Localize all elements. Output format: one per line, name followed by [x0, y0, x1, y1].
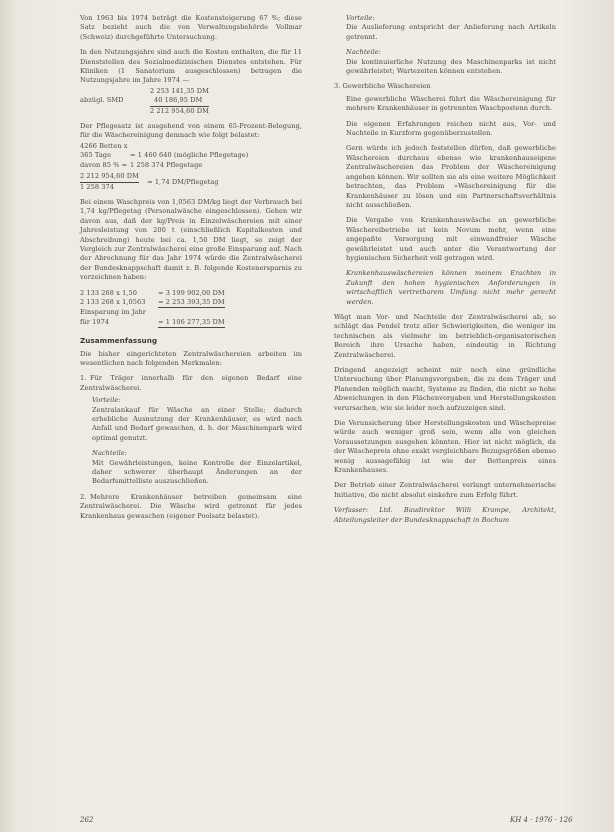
- advantages-text: Die Auslieferung entspricht der Anlieferung nach Artikeln getrennt.: [346, 23, 556, 41]
- paragraph: Die eigenen Erfahrungen reichen nicht aus, Vor- und Nachteile in Kurzform gegenüberzustellen.: [346, 119, 556, 138]
- calc-expr: Einsparung im Jahr: [80, 308, 146, 317]
- journal-reference: KH 4 · 1976 · 126: [510, 816, 573, 824]
- paragraph: Der Betrieb einer Zentralwäscherei verlangt unternehmerische Initiative, die nicht absolut einkehre zum Erfolg führt.: [334, 481, 556, 499]
- paragraph: Die Vergabe von Krankenhauswäsche an gewerbliche Wäschereibetriebe ist kein Novum mehr, wenn eine angepaßte Versorgung mit einwandfreier Wäsche gewährleistet und auch unter die Verantwortung der hygienischen Sicherheit voll getragen wird.: [346, 216, 556, 262]
- paragraph: Die bisher eingerichteten Zentralwäschereien arbeiten im wesentlichen nach folgenden Merkmalen:: [80, 349, 302, 367]
- paragraph: Eine gewerbliche Wäscherei führt die Wäschereinigung für mehrere Krankenhäuser in getrennten Waschpostenn durch.: [346, 94, 556, 113]
- calc-savings: = 1 106 277,35 DM: [158, 318, 225, 328]
- disadvantages-text: Die kontinuierliche Nutzung des Maschinenparks ist nicht gewährleistet; Wartezeiten können entstehen.: [346, 57, 556, 76]
- advantages-label: Vorteile:: [346, 14, 375, 22]
- paragraph: Bei einem Waschpreis von 1,0563 DM/kg liegt der Verbrauch bei 1,74 kg/Pflegetag (Personalwäsche eingeschlossen). Gehen wir davon aus, daß der kg/Preis in Einzelwäschereien mit einer Jahresleistung von 200 t (einschließlich Kapitalkosten und Abschreibung) heute bei ca. 1,50 DM liegt, so zeigt der Vergleich zur Zentralwäscherei eine große Einsparung auf. Nach der Abrechnung für das Jahr 1974 würde die Zentralwäscherei der Bundesknappschaft damit z. B. folgende Kostenersparnis zu verzeichnen haben:: [80, 197, 302, 282]
- calc-expr: für 1974: [80, 317, 110, 326]
- cost-calculation: [80, 87, 302, 116]
- list-item: 3. Gewerbliche Wäschereien: [334, 82, 431, 91]
- left-column: Von 1963 bis 1974 beträgt die Kostensteigerung 67 %; diese Satz bezieht auch die von Verwaltungsbehörde Vollmar (Schweiz) durchgeführte Untersuchung. In den Nutzungsjahre sind auch die Kosten enthalten, die für 11 Dienststellen des Sozialmedizinischen Dienstes entstehen. Für Kliniken (1 Sanatorium ausgeschlossen) betragen die Nutzungsjahre im Jahre 1974 — 2 253 141,35 DM abzügl. SMD 40 186,95 DM 2 212 954,60 DM Der Pflegesatz ist ausgehend von einem 65-Prozent-Belegung, für die Wäschereinigung demnach wie folgt belastet: 4266 Betten x 365 Tage = 1 460 640 (mögliche Pflegetage) davon 85 % = 1 258 374 Pflegetage $\frac{2 212 954,60 DM}{1 258 374}$ = 1,74 DM/Pflegetag Bei einem Waschpreis von 1,0563 DM/kg liegt der Verbrauch bei 1,74 kg/Pflegetag (Personalwäsche eingeschlossen). Gehen wir davon aus, daß der kg/Preis in Einzelwäschereien mit einer Jahresleistung von 200 t (einschließlich Kapitalkosten und Abschreibung) heute bei ca. 1,50 DM liegt, so zeigt der Vergleich zur Zentralwäscherei eine große Einsparung auf. Nach der Abrechnung für das Jahr 1974 würde die Zentralwäscherei der Bundesknappschaft damit z. B. folgende Kostenersparnis zu verzeichnen haben: 2 133 268 x 1,50 = 3 199 902,00 DM 2 133 268 x 1,0563 = 2 253 393,35 DM Einsparung im Jahr für 1974 = 1 106 277,35 DM Zusammenfassung Die bisher eingerichteten Zentralwäschereien arbeiten im wesentlichen nach folgenden Merkmalen: 1. Für Träger innerhalb für den eigenen Bedarf eine Zentralwäscherei. Vorteile: Zentralankauf für Wäsche an einer Stelle; dadurch erhebliche Ausnutzung der Krankenhäuser, es wird nach Anfall und Bedarf gewaschen, d. h. der Maschinenpark wird optimal genutzt. Nachteile: Mit Gewährleistungen, keine Kontrolle der Einzelartikel, daher schwerer überhaupt Änderungen an der Bedarfsmittelliste auszuschließen. 2. Mehrere Krankenhäuser betreiben gemeinsam eine Zentralwäscherei. Die Wäsche wird getrennt für jedes Krankenhaus gewaschen (eigener Poolsatz belastet).: [80, 14, 302, 520]
- share-label: davon 85 % =: [80, 160, 128, 169]
- calc-result: = 3 199 902,00 DM: [158, 288, 225, 297]
- disadvantages-text: Mit Gewährleistungen, keine Kontrolle der Einzelartikel, daher schwerer überhaupt Änderungen an der Bedarfsmittelliste auszuschließen.: [92, 458, 302, 486]
- right-column: [334, 14, 556, 531]
- calc-expr: 2 133 268 x 1,0563: [80, 297, 146, 306]
- calc-value: 40 186,95 DM: [154, 96, 203, 105]
- savings-calculation: [80, 289, 302, 329]
- days-label: 365 Tage: [80, 151, 112, 160]
- calc-label: abzügl. SMD: [80, 96, 124, 105]
- beds-line: 4266 Betten x: [80, 141, 128, 150]
- paragraph: Wägt man Vor- und Nachteile der Zentralwäscherei ab, so schlägt das Pendel trotz aller Schwierigkeiten, die weniger im technischen als vielmehr im betrieblich-organisatorischen Bereich ihre Ursache haben, eindeutig in Richtung Zentralwäscherei.: [334, 312, 556, 359]
- days-value: = 1 460 640 (mögliche Pflegetage): [130, 151, 249, 160]
- beds-calculation: [80, 142, 302, 192]
- fraction-result: = 1,74 DM/Pflegetag: [147, 178, 219, 186]
- calc-value: 2 253 141,35 DM: [150, 86, 209, 95]
- paragraph: In den Nutzungsjahre sind auch die Kosten enthalten, die für 11 Dienststellen des Sozialmedizinischen Dienstes entstehen. Für Kliniken (1 Sanatorium ausgeschlossen) betragen die Nutzungsjahre im Jahre 1974 —: [80, 48, 302, 85]
- section-heading: Zusammenfassung: [80, 336, 158, 346]
- share-value: 1 258 374 Pflegetage: [130, 160, 203, 169]
- disadvantages-label: Nachteile:: [346, 48, 382, 57]
- paragraph: Dringend angezeigt scheint mir noch eine gründliche Untersuchung über Planungsvorgaben, die zu dem Träger und Planenden möglich macht, Systeme zu finden, die nicht so hohe Abweichungen in den Flächenvorgaben und Herstellungskosten verursachen, wie sie leider noch aufzuzeigen sind.: [334, 366, 556, 412]
- paragraph: Die Verunsicherung über Herstellungskosten und Wäschepreise würde auch weniger groß sein, wenn alle von gleichen Voraussetzungen ausgehen könnten. Hier ist nicht möglich, da der Wäschepreis ohne exakt vergleichbare Bezugsgrößen ebenso wenig aussagefähig ist wie der Bettenpreis eines Krankenhauses.: [334, 419, 556, 475]
- list-item: Für Träger innerhalb für den eigenen Bedarf eine Zentralwäscherei.: [80, 374, 302, 392]
- paragraph: Gern würde ich jedoch feststellen dürfen, daß gewerbliche Wäschereien durchaus ebenso wie krankenhauseigene Zentralwäschereien das Problem der Wäschereinigung angehen können. Wir sollten sie als eine weitere Möglichkeit betrachten, das Problem »Wäschereinigung für die Krankenhäuser zu lösen und ein Partnerschaftsverhältnis nicht ausschließen.: [346, 144, 556, 209]
- page-number: 262: [80, 816, 94, 824]
- fraction-numerator: 2 212 954,60 DM: [80, 172, 139, 182]
- fraction: [80, 172, 139, 192]
- disadvantages-label: Nachteile:: [92, 449, 128, 458]
- advantages-label: Vorteile:: [92, 396, 121, 405]
- list-item: Mehrere Krankenhäuser betreiben gemeinsam eine Zentralwäscherei. Die Wäsche wird getrennt für jedes Krankenhaus gewaschen (eigener Poolsatz belastet).: [80, 492, 302, 520]
- calc-result: = 2 253 393,35 DM: [158, 298, 225, 308]
- calc-total: 2 212 954,60 DM: [150, 106, 209, 115]
- author-note: Verfasser: Ltd. Baudirektor Willi Krampe, Architekt, Abteilungsleiter der Bundesknappschaft in Bochum: [334, 506, 556, 524]
- emphasis-quote: Krankenhauswäschereien können meinem Erachten in Zukunft den hohen hygienischen Anforderungen in wirtschaftlich vertretbarem Umfang nicht mehr gerecht werden.: [346, 269, 556, 306]
- calc-expr: 2 133 268 x 1,50: [80, 288, 137, 297]
- paragraph: Von 1963 bis 1974 beträgt die Kostensteigerung 67 %; diese Satz bezieht auch die von Verwaltungsbehörde Vollmar (Schweiz) durchgeführte Untersuchung.: [80, 14, 302, 41]
- advantages-text: Zentralankauf für Wäsche an einer Stelle; dadurch erhebliche Ausnutzung der Krankenhäuser, es wird nach Anfall und Bedarf gewaschen, d. h. der Maschinenpark wird optimal genutzt.: [92, 405, 302, 442]
- paragraph: Der Pflegesatz ist ausgehend von einem 65-Prozent-Belegung, für die Wäschereinigung demnach wie folgt belastet:: [80, 122, 302, 140]
- fraction-denominator: 1 258 374: [80, 182, 115, 191]
